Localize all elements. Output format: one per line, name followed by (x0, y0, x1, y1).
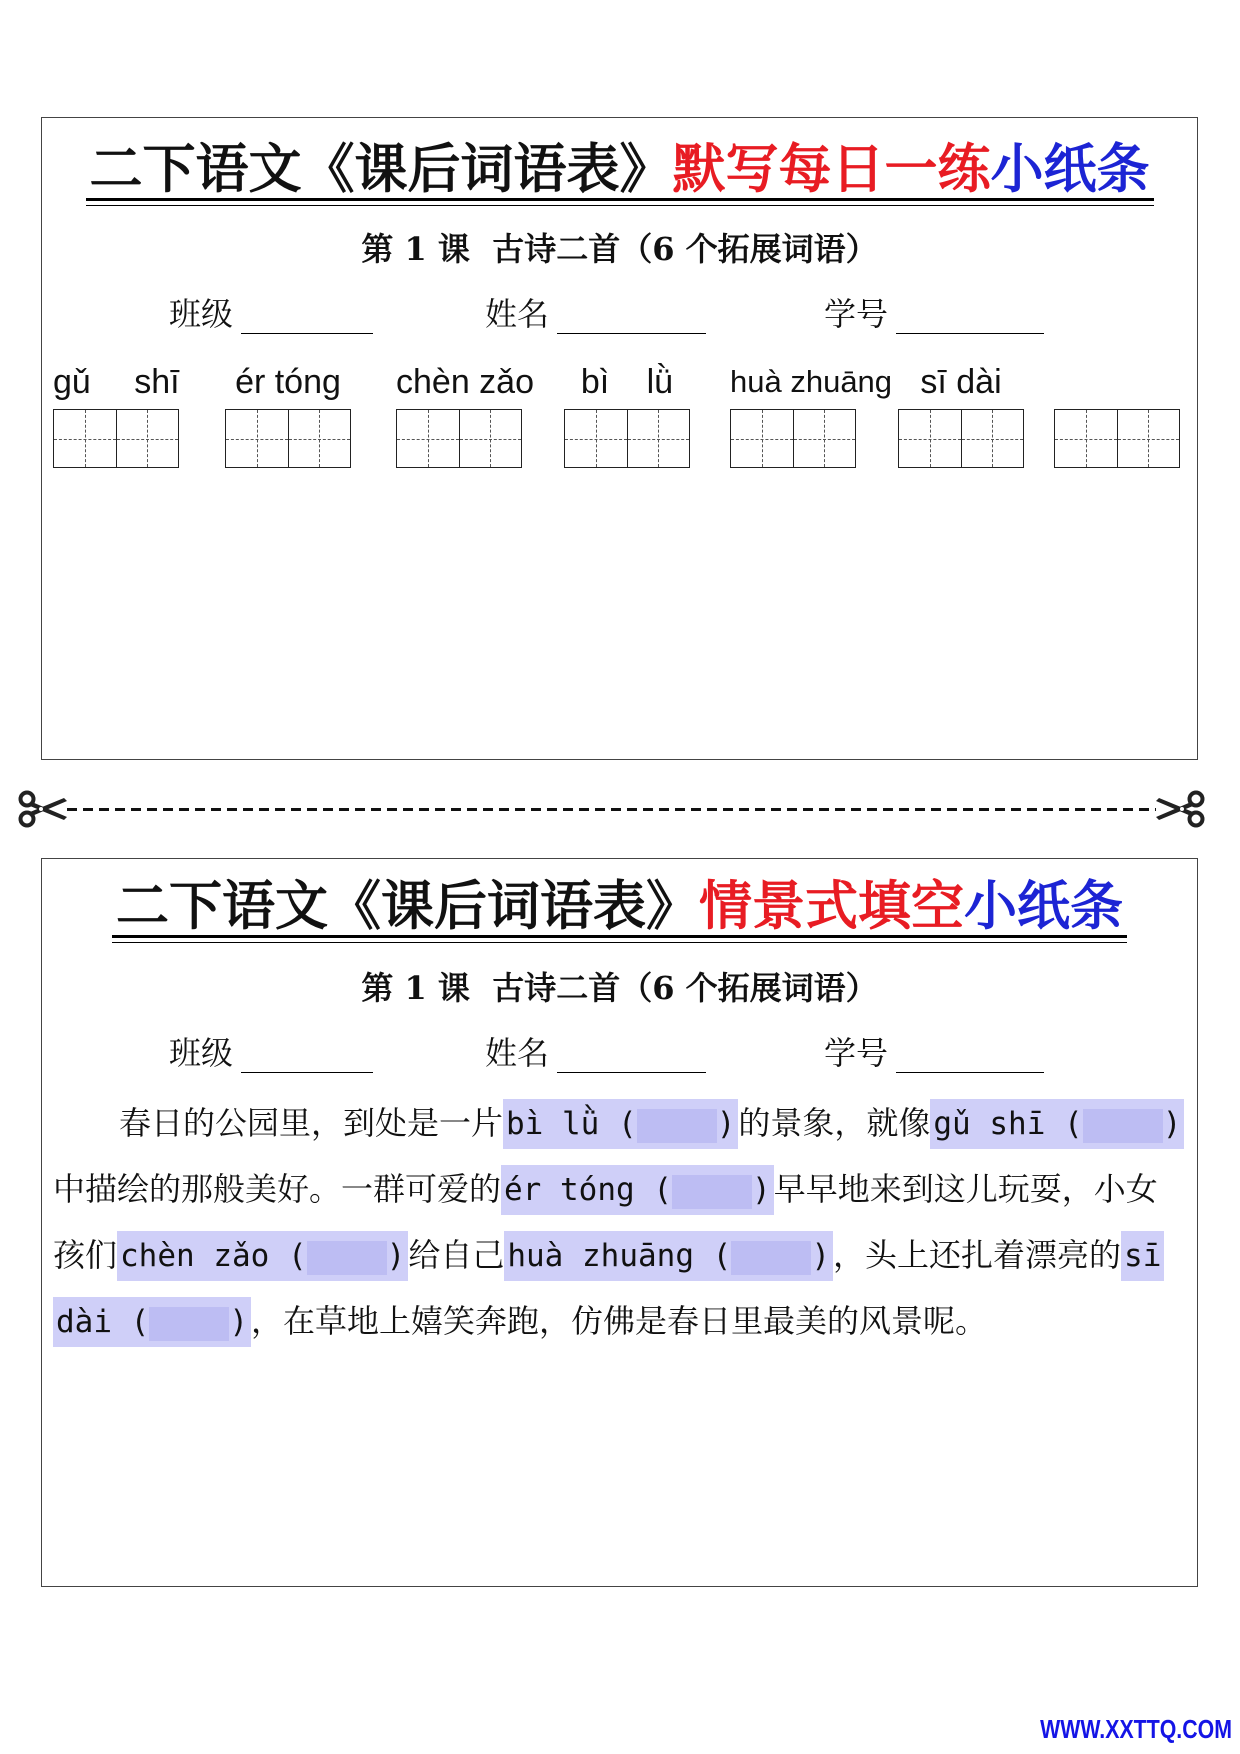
blank-pinyin: ér tóng (504, 1172, 635, 1208)
word-pinyin: chèn zǎo (396, 363, 534, 401)
name-label: 姓名 (485, 1034, 550, 1072)
slip-title (112, 875, 1127, 938)
title-blue-part: 小纸条 (964, 875, 1123, 937)
class-field (169, 294, 373, 334)
pinyin-blank (504, 1231, 833, 1281)
writing-grid (225, 409, 351, 468)
close-paren: ) (752, 1172, 771, 1208)
title-red-part: 默写每日一练 (672, 138, 991, 200)
tianzige-cell (1117, 410, 1180, 467)
open-paren: ( (712, 1238, 732, 1274)
title-row (42, 138, 1197, 201)
word-pinyin: huà zhuāng (730, 364, 893, 399)
student-id-label: 学号 (824, 1034, 889, 1072)
cloze-slip (41, 858, 1198, 1587)
cloze-passage (53, 1091, 1189, 1355)
open-paren: ( (653, 1172, 673, 1208)
title-blue-part: 小纸条 (990, 138, 1150, 200)
class-blank-line (241, 298, 373, 334)
student-id-field (824, 294, 1044, 334)
student-id-label: 学号 (824, 295, 889, 333)
class-label: 班级 (169, 295, 234, 333)
title-main: 二下语文《课后词语表》 (116, 875, 699, 937)
close-paren: ) (1162, 1106, 1182, 1142)
title-red-part: 情景式填空 (699, 875, 964, 937)
answer-blank (149, 1307, 229, 1341)
lesson-subtitle: 第 1 课 古诗二首（6 个拓展词语） (361, 969, 878, 1007)
tianzige-cell (793, 410, 856, 467)
writing-grid (898, 409, 1024, 468)
answer-blank (672, 1175, 752, 1209)
answer-blank (637, 1109, 717, 1143)
tianzige-cell (731, 410, 793, 467)
word-pinyin: gǔ shī (53, 363, 180, 401)
answer-blank (307, 1241, 387, 1275)
name-label: 姓名 (485, 295, 550, 333)
writing-grid (396, 409, 522, 468)
site-watermark: WWW.XXTTQ.COM (1040, 1714, 1232, 1744)
writing-grid (53, 409, 179, 468)
name-blank-line (557, 298, 706, 334)
class-blank-line (241, 1037, 373, 1073)
answer-blank (1083, 1109, 1163, 1143)
pinyin-blank (930, 1099, 1184, 1149)
close-paren: ) (811, 1238, 831, 1274)
tianzige-cell (459, 410, 522, 467)
blank-pinyin: gǔ shī (933, 1106, 1046, 1142)
class-field (169, 1033, 373, 1073)
tianzige-cell (1055, 410, 1117, 467)
passage-text: 中描绘的那般美好。一群可爱的 (53, 1170, 502, 1208)
slip-title (86, 138, 1154, 201)
tianzige-cell (961, 410, 1024, 467)
word-pinyin: bì lǜ (580, 363, 674, 401)
tianzige-cell (627, 410, 690, 467)
writing-grid (730, 409, 856, 468)
blank-pinyin: huà zhuāng (507, 1238, 694, 1274)
passage-text: 早早地来到这儿玩耍，小女孩们 (53, 1170, 1158, 1274)
tianzige-cell (116, 410, 179, 467)
open-paren: ( (288, 1238, 307, 1274)
student-id-field (824, 1033, 1044, 1073)
passage-text: ，在草地上嬉笑奔跑，仿佛是春日里最美的风景呢。 (251, 1302, 988, 1340)
tianzige-cell (397, 410, 459, 467)
blank-pinyin: chèn zǎo (120, 1238, 270, 1274)
open-paren: ( (618, 1106, 637, 1142)
writing-grid (1054, 409, 1180, 468)
close-paren: ) (386, 1238, 406, 1274)
close-paren: ) (716, 1106, 736, 1142)
blank-pinyin: sī dài (56, 1238, 1162, 1340)
pinyin-blank (503, 1099, 738, 1149)
tianzige-cell (54, 410, 116, 467)
dictation-slip (41, 117, 1198, 760)
name-field (485, 1033, 706, 1073)
tianzige-cell (565, 410, 627, 467)
title-row (42, 875, 1197, 938)
scissors-icon (17, 790, 69, 828)
passage-text: ，头上还扎着漂亮的 (833, 1236, 1122, 1274)
pinyin-blank (117, 1231, 408, 1281)
pinyin-blank (501, 1165, 774, 1215)
writing-grid (564, 409, 690, 468)
tianzige-cell (226, 410, 288, 467)
scissors-icon (1154, 790, 1206, 828)
open-paren: ( (1064, 1106, 1083, 1142)
class-label: 班级 (169, 1034, 234, 1072)
student-id-blank-line (896, 298, 1044, 334)
word-pinyin: ér tóng (235, 363, 341, 401)
open-paren: ( (130, 1304, 150, 1340)
name-field (485, 294, 706, 334)
title-main: 二下语文《课后词语表》 (89, 138, 673, 200)
passage-text: 春日的公园里，到处是一片 (119, 1104, 504, 1142)
tianzige-cell (288, 410, 351, 467)
blank-pinyin: bì lǜ (506, 1106, 600, 1142)
close-paren: ) (229, 1304, 249, 1340)
tianzige-cell (899, 410, 961, 467)
passage-text: 的景象，就像 (738, 1104, 931, 1142)
word-pinyin: sī dài (920, 363, 1002, 401)
cut-dashed-line (67, 808, 1156, 811)
passage-text: 给自己 (408, 1236, 505, 1274)
student-id-blank-line (896, 1037, 1044, 1073)
name-blank-line (557, 1037, 706, 1073)
lesson-subtitle: 第 1 课 古诗二首（6 个拓展词语） (361, 230, 878, 268)
answer-blank (731, 1241, 811, 1275)
